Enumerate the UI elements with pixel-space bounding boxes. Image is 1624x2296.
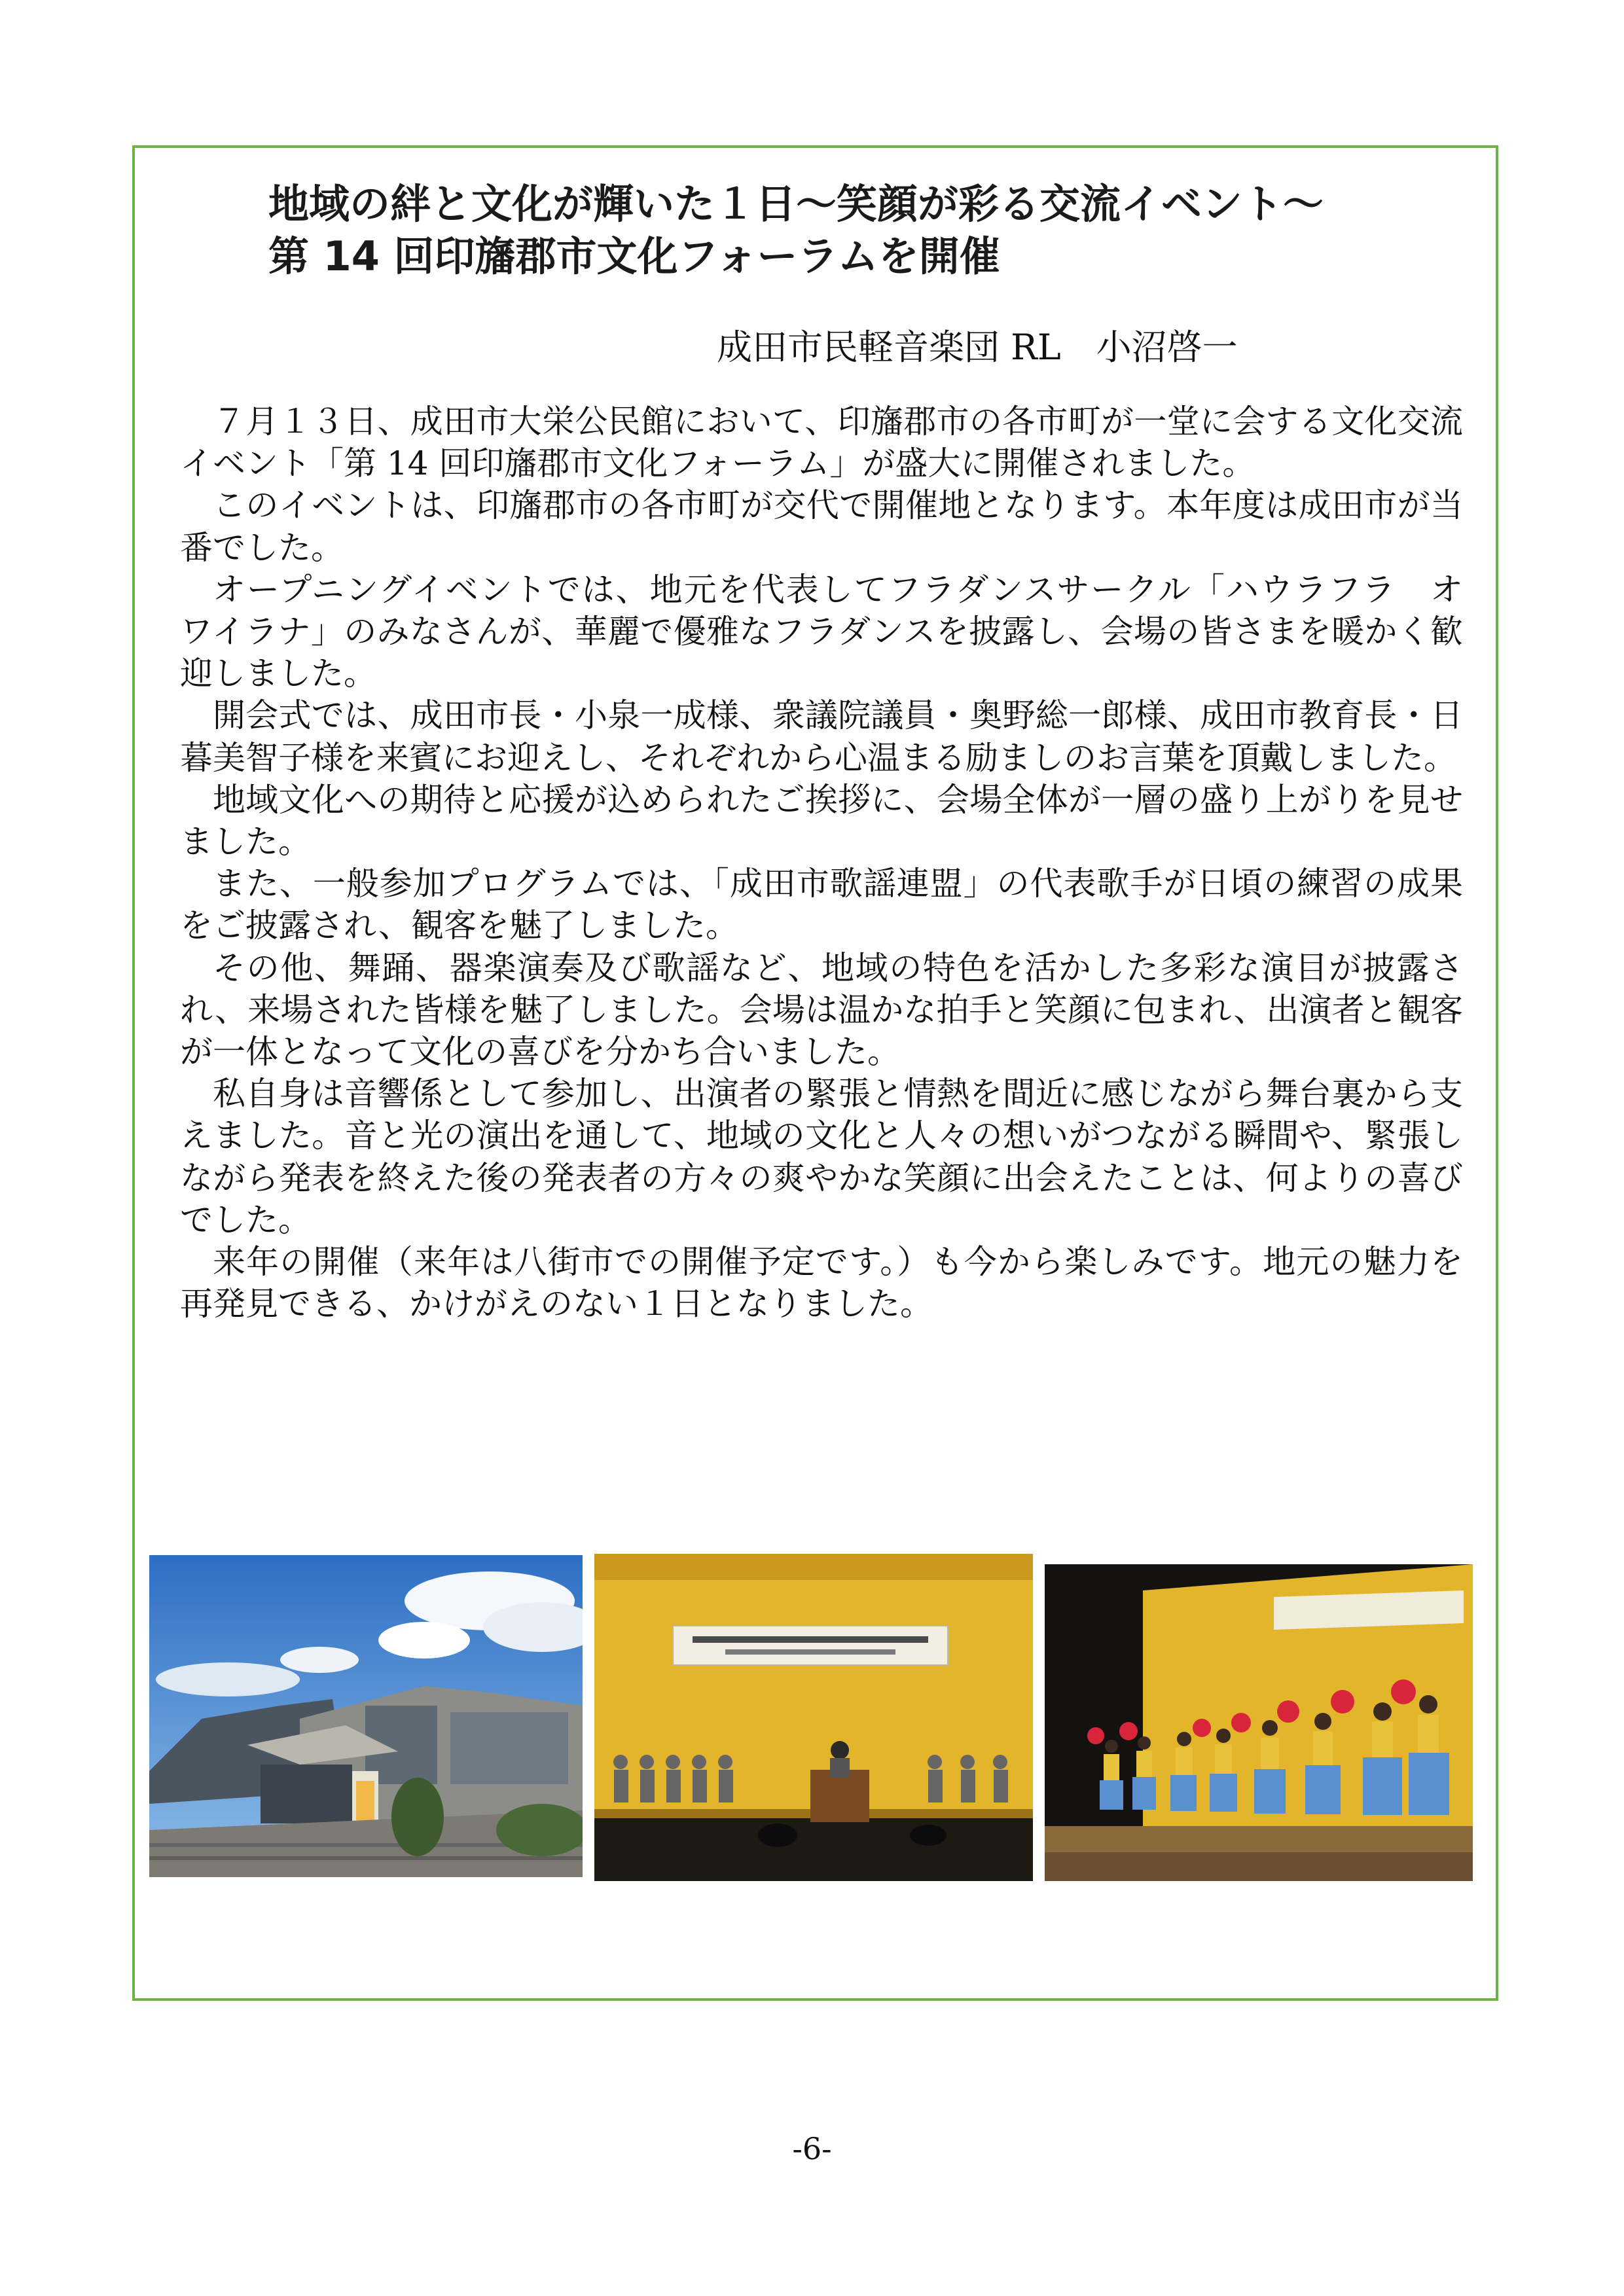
paragraph: その他、舞踊、器楽演奏及び歌謡など、地域の特色を活かした多彩な演目が披露され、来場された皆様を魅了しました。会場は温かな拍手と笑顔に包まれ、出演者と観客が一体となって文化の喜びを分かち合いました。 xyxy=(180,948,1463,1071)
article-title-line2: 第 14 回印旛郡市文化フォーラムを開催 xyxy=(268,232,1000,280)
article-title-line1: 地域の絆と文化が輝いた１日〜笑顔が彩る交流イベント〜 xyxy=(268,180,1324,228)
paragraph: ７月１３日、成田市大栄公民館において、印旛郡市の各市町が一堂に会する文化交流イベント「第 14 回印旛郡市文化フォーラム」が盛大に開催されました。 xyxy=(180,403,1463,483)
photo-opening-ceremony xyxy=(594,1554,1033,1881)
article-author: 成田市民軽音楽団 RL 小沼啓一 xyxy=(717,327,1238,368)
paragraph: オープニングイベントでは、地元を代表してフラダンスサークル「ハウラフラ オ ワイラナ」のみなさんが、華麗で優雅なフラダンスを披露し、会場の皆さまを暖かく歓迎しました。 xyxy=(180,570,1496,693)
article-body xyxy=(180,401,1496,1325)
photo-community-hall xyxy=(149,1555,583,1877)
photo-hula-performance xyxy=(1045,1564,1473,1881)
paragraph: 地域文化への期待と応援が込められたご挨拶に、会場全体が一層の盛り上がりを見せました。 xyxy=(180,780,1463,861)
paragraph: 来年の開催（来年は八街市での開催予定です。）も今から楽しみです。地元の魅力を再発見できる、かけがえのない１日となりました。 xyxy=(180,1243,1463,1323)
page-number: -6- xyxy=(792,2131,832,2166)
paragraph: 私自身は音響係として参加し、出演者の緊張と情熱を間近に感じながら舞台裏から支えました。音と光の演出を通して、地域の文化と人々の想いがつながる瞬間や、緊張しながら発表を終えた後の発表者の方々の爽やかな笑顔に出会えたことは、何よりの喜びでした。 xyxy=(180,1075,1463,1239)
paragraph: また、一般参加プログラムでは、「成田市歌謡連盟」の代表歌手が日頃の練習の成果をご披露され、観客を魅了しました。 xyxy=(180,865,1463,945)
paragraph: このイベントは、印旛郡市の各市町が交代で開催地となります。本年度は成田市が当番でした。 xyxy=(180,486,1463,567)
paragraph: 開会式では、成田市長・小泉一成様、衆議院議員・奥野総一郎様、成田市教育長・日暮美智子様を来賓にお迎えし、それぞれから心温まる励ましのお言葉を頂戴しました。 xyxy=(180,696,1463,777)
